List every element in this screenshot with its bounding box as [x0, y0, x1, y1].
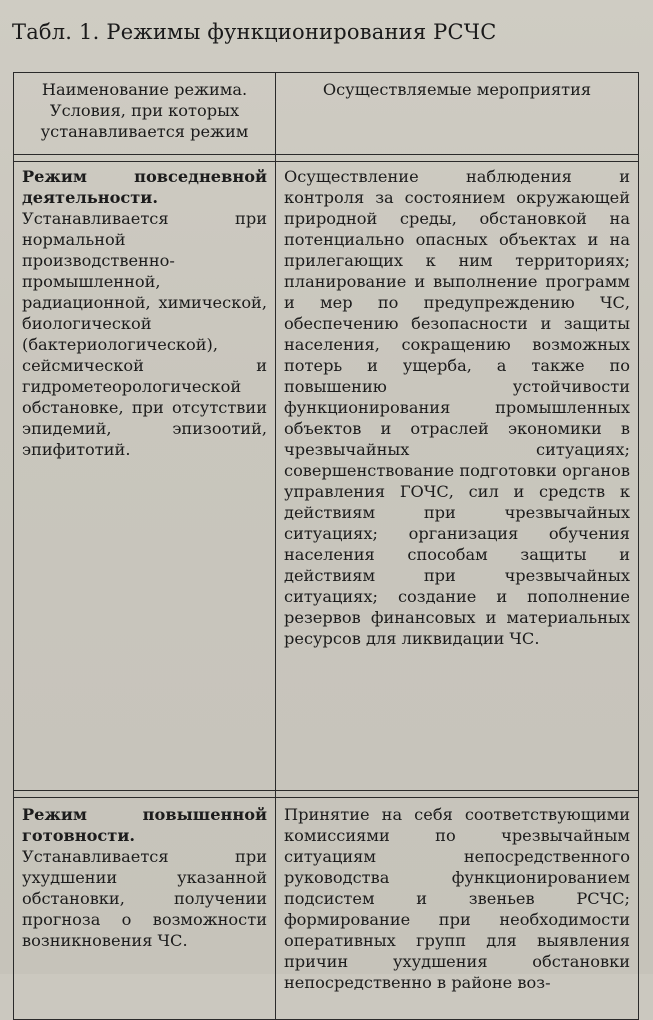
mode-cell: [14, 162, 276, 791]
mode-measures: Осуществление наблюдения и контроля за состоянием окружающей природной среды, обстановкой на потенциально опасных объектах и на прилегающих к ним территориях; планирование и выполнение программ и мер по предупреждению ЧС, обеспечению безопасности и защиты населения, сокращению возможных потерь и ущерба, а также по повышению устойчивости функционирования промышленных объектов и отраслей экономики в чрезвычайных ситуациях; совершенствование подготовки органов управления ГОЧС, сил и средств к действиям при чрезвычайных ситуациях; организация обучения населения способам защиты и действиям при чрезвычайных ситуациях; создание и пополнение резервов финансовых и материальных ресурсов для ликвидации ЧС.: [284, 167, 630, 648]
modes-table: [13, 72, 639, 1020]
mode-title: Режим повседневной деятельности.: [22, 167, 267, 207]
mode-conditions: Устанавливается при нормальной производственно-промышленной, радиационной, химической, биологической (бактериологической), сейсмической и гидрометеорологической обстановке, при отсутствии эпидемий, эпизоотий, эпифитотий.: [22, 209, 267, 459]
table-header-row: [14, 73, 639, 155]
table-gap: [14, 791, 639, 798]
header-measures: Осуществляемые мероприятия: [276, 73, 639, 155]
table-caption: Табл. 1. Режимы функционирования РСЧС: [12, 20, 497, 44]
table-row: [14, 162, 639, 791]
table-gap: [14, 155, 639, 162]
header-mode-conditions: Наименование режима. Условия, при которых устанавливается режим: [14, 73, 276, 155]
mode-cell: [14, 798, 276, 1020]
mode-conditions: Устанавливается при ухудшении указанной обстановки, получении прогноза о возможности возникновения ЧС.: [22, 847, 267, 950]
mode-measures: Принятие на себя соответствующими комиссиями по чрезвычайным ситуациям непосредственного руководства функционированием подсистем и звеньев РСЧС; формирование при необходимости оперативных групп для выявления причин ухудшения обстановки непосредственно в районе воз-: [284, 805, 630, 992]
mode-title: Режим повышенной готовности.: [22, 805, 267, 845]
measures-cell: [276, 162, 639, 791]
table-row: [14, 798, 639, 1020]
measures-cell: [276, 798, 639, 1020]
